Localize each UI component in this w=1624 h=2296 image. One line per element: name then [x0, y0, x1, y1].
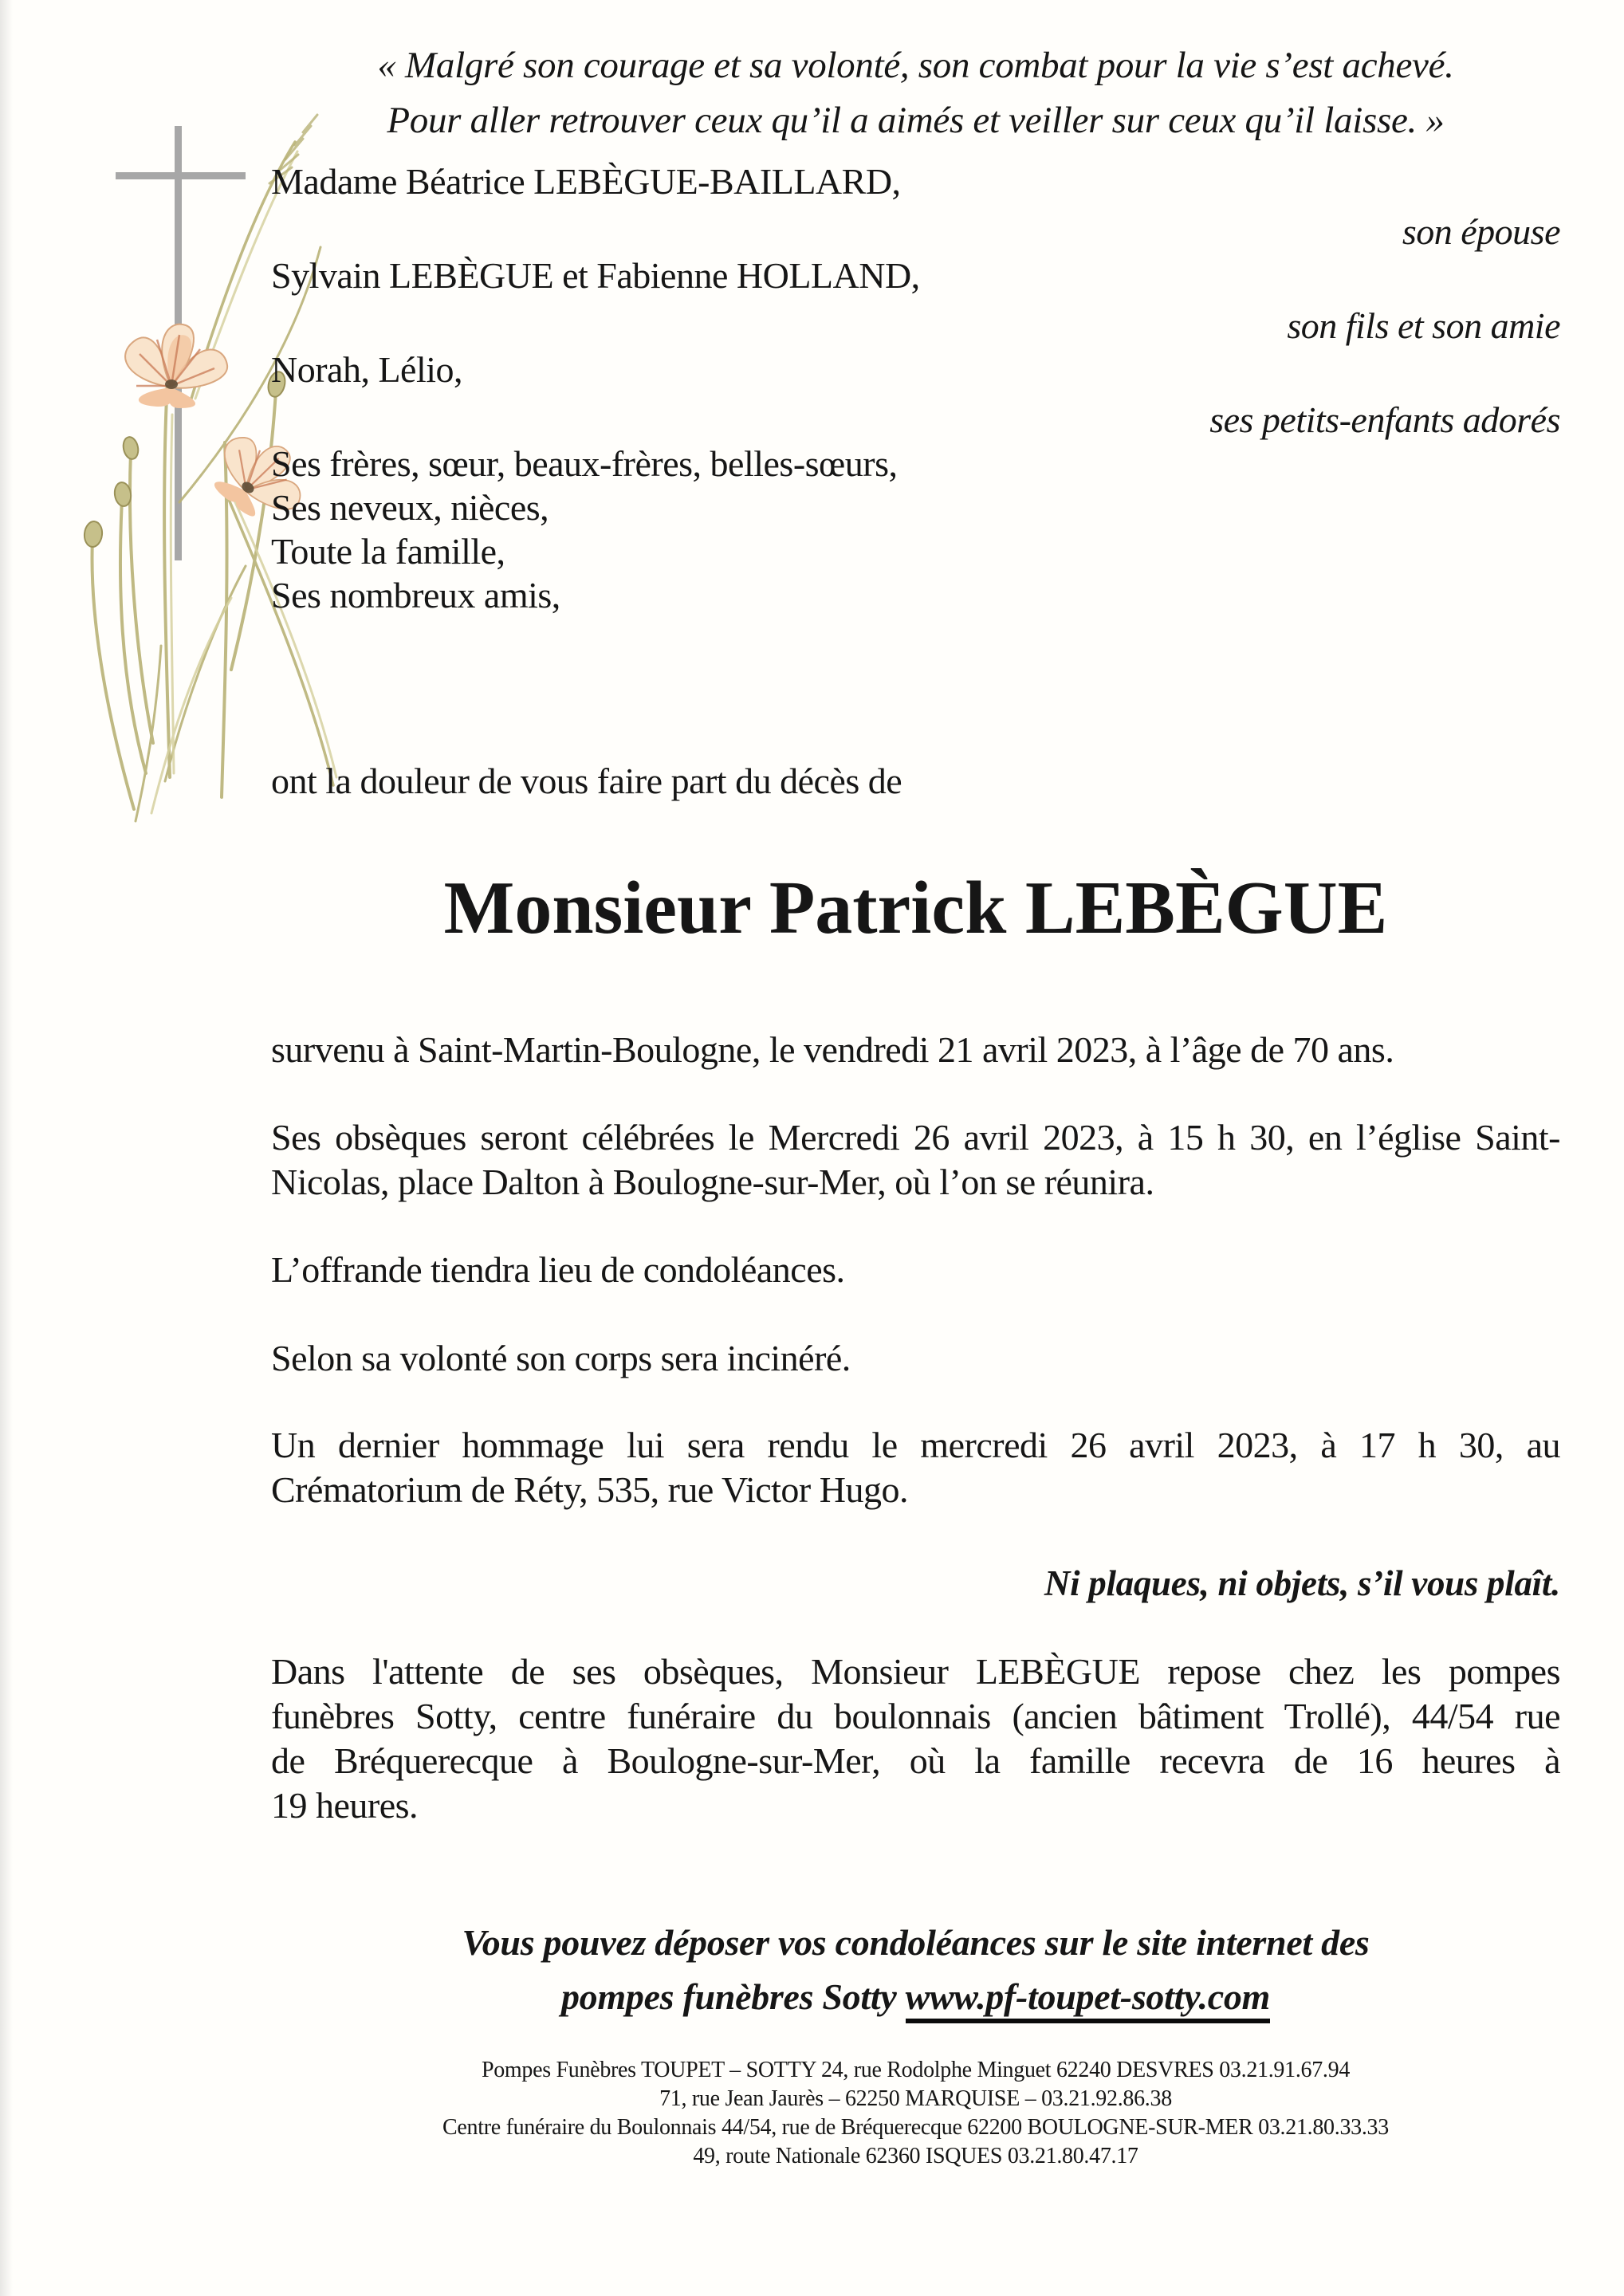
family-relation-label: ses petits-enfants adorés [1209, 399, 1560, 440]
death-details-line: survenu à Saint-Martin-Boulogne, le vendredi 21 avril 2023, à l’âge de 70 ans. [271, 1029, 1394, 1070]
footer-address-line: Centre funéraire du Boulonnais 44/54, rue de Bréquerecque 62200 BOULOGNE-SUR-MER 03.21.80.33.33 [442, 2115, 1389, 2140]
repose-paragraph-line: Dans l'attente de ses obsèques, Monsieur LEBÈGUE repose chez les pompes [271, 1651, 1560, 1692]
tribute-paragraph-line: Crématorium de Réty, 535, rue Victor Hugo. [271, 1469, 908, 1510]
footer-address-line: 49, route Nationale 62360 ISQUES 03.21.80.47.17 [693, 2144, 1138, 2168]
family-relation-label: son épouse [1402, 211, 1560, 252]
family-member-name: Norah, Lélio, [271, 349, 463, 390]
family-relation-label: son fils et son amie [1287, 305, 1560, 346]
tribute-paragraph [271, 1423, 1560, 1512]
funeral-home-footer [271, 2056, 1560, 2171]
repose-paragraph-line: de Bréquerecque à Boulogne-sur-Mer, où la famille recevra de 16 heures à [271, 1740, 1560, 1781]
family-group-line: Ses nombreux amis, [271, 575, 560, 615]
family-member-name: Madame Béatrice LEBÈGUE-BAILLARD, [271, 161, 901, 202]
family-list [271, 159, 1560, 617]
condolences-notice [271, 1916, 1560, 2024]
funeral-home-website-text: www.pf-toupet-sotty.com [906, 1976, 1270, 2023]
memorial-quote-line: Pour aller retrouver ceux qu’il a aimés et veiller sur ceux qu’il laisse. » [387, 100, 1445, 141]
funeral-paragraph-line: Nicolas, place Dalton à Boulogne-sur-Mer, où l’on se réunira. [271, 1162, 1154, 1202]
condolences-notice-line [271, 1970, 1560, 2024]
memorial-quote [271, 38, 1560, 148]
funeral-paragraph [271, 1115, 1560, 1205]
family-group-line: Ses neveux, nièces, [271, 487, 549, 528]
repose-paragraph-line: funèbres Sotty, centre funéraire du boulonnais (ancien bâtiment Trollé), 44/54 rue [271, 1696, 1560, 1736]
no-plaques-note: Ni plaques, ni objets, s’il vous plaît. [1044, 1563, 1560, 1603]
offering-line: L’offrande tiendra lieu de condoléances. [271, 1249, 845, 1290]
footer-address-line: Pompes Funèbres TOUPET – SOTTY 24, rue Rodolphe Minguet 62240 DESVRES 03.21.91.67.94 [481, 2058, 1351, 2082]
family-member-name: Sylvain LEBÈGUE et Fabienne HOLLAND, [271, 255, 920, 296]
tribute-paragraph-line: Un dernier hommage lui sera rendu le mercredi 26 avril 2023, à 17 h 30, au [271, 1425, 1560, 1465]
repose-paragraph [271, 1649, 1560, 1828]
funeral-paragraph-line: Ses obsèques seront célébrées le Mercredi 26 avril 2023, à 15 h 30, en l’église Saint- [271, 1117, 1560, 1158]
footer-address-line: 71, rue Jean Jaurès – 62250 MARQUISE – 03.21.92.86.38 [659, 2086, 1172, 2111]
announcement-intro: ont la douleur de vous faire part du décès de [271, 761, 902, 801]
family-group-line: Ses frères, sœur, beaux-frères, belles-sœurs, [271, 443, 898, 484]
scan-edge-shadow [0, 0, 13, 2296]
condolences-notice-line: Vous pouvez déposer vos condoléances sur le site internet des [462, 1922, 1370, 1963]
repose-paragraph-line: 19 heures. [271, 1785, 419, 1826]
cremation-line: Selon sa volonté son corps sera incinéré. [271, 1338, 851, 1378]
condolences-notice-prefix: pompes funèbres Sotty [560, 1976, 906, 2017]
obituary-content [271, 0, 1560, 2171]
deceased-name-title: Monsieur Patrick LEBÈGUE [443, 867, 1388, 949]
memorial-quote-line: « Malgré son courage et sa volonté, son combat pour la vie s’est achevé. [377, 45, 1454, 86]
family-group-line: Toute la famille, [271, 531, 505, 572]
